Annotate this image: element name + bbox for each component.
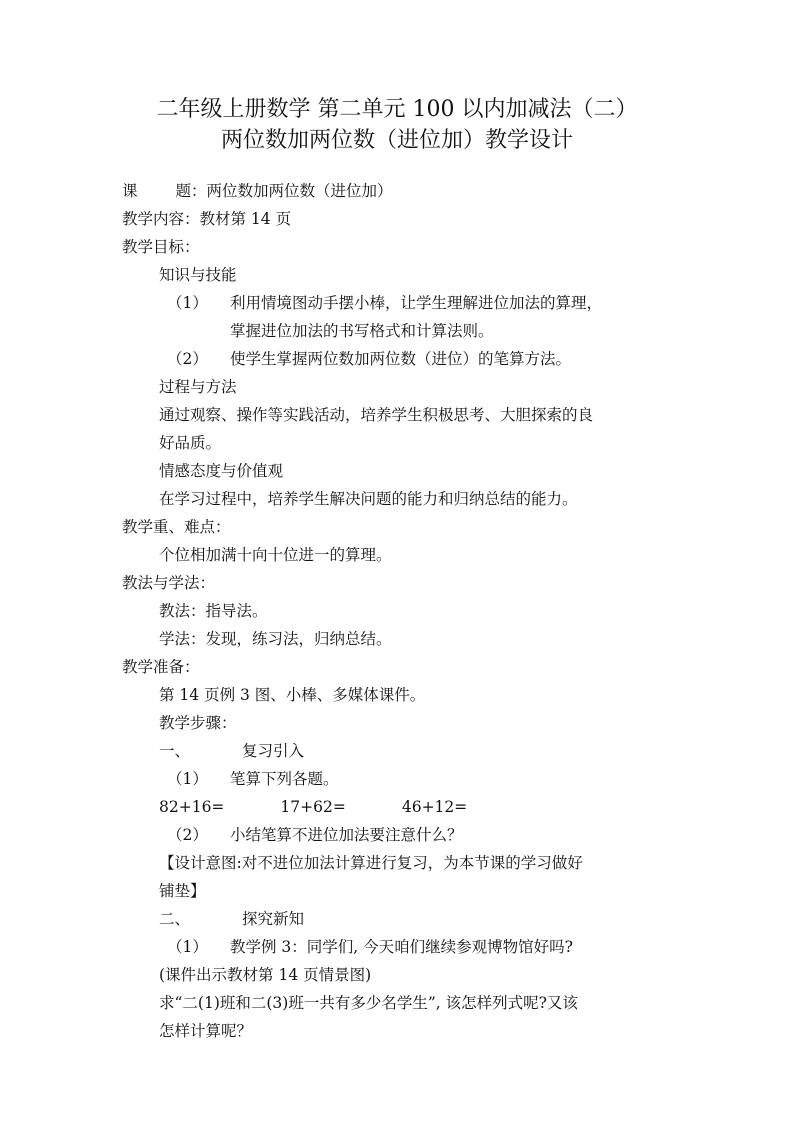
attitude-heading: 情感态度与价值观	[159, 462, 284, 480]
equation-3: 46+12=	[401, 798, 468, 816]
process-heading: 过程与方法	[159, 378, 237, 396]
step2-title: 探究新知	[242, 910, 305, 928]
design-intent-line2: 铺垫】	[159, 882, 206, 900]
attitude-text: 在学习过程中，培养学生解决问题的能力和归纳总结的能力。	[159, 490, 578, 508]
document-title-line2: 两位数加两位数（进位加）教学设计	[220, 128, 573, 153]
s2-note: (课件出示教材第 14 页情景图)	[159, 966, 372, 984]
goal2-number: （2）	[167, 350, 208, 368]
goal1-line2: 掌握进位加法的书写格式和计算法则。	[230, 322, 494, 340]
s1-item2-number: （2）	[167, 826, 208, 844]
goal2-text: 使学生掌握两位数加两位数（进位）的笔算方法。	[230, 350, 572, 368]
step1-title: 复习引入	[242, 742, 305, 760]
s2-item1-text: 教学例 3：同学们, 今天咱们继续参观博物馆好吗?	[230, 938, 573, 956]
goal1-number: （1）	[167, 294, 208, 312]
prep-heading: 教学准备：	[122, 658, 200, 676]
key-text: 个位相加满十向十位进一的算理。	[159, 546, 392, 564]
content-line: 教学内容：教材第 14 页	[122, 210, 292, 228]
learn-method: 学法：发现，练习法，归纳总结。	[159, 630, 392, 648]
goal1-line1: 利用情境图动手摆小棒，让学生理解进位加法的算理，	[230, 294, 603, 312]
step1-number: 一、	[159, 742, 191, 760]
equation-2: 17+62=	[280, 798, 346, 816]
equations-line	[159, 793, 467, 822]
s2-question-line2: 怎样计算呢？	[159, 1022, 253, 1040]
s2-item1-number: （1）	[167, 938, 208, 956]
s1-item1-number: （1）	[167, 770, 208, 788]
topic-line	[122, 177, 393, 206]
prep-text: 第 14 页例 3 图、小棒、多媒体课件。	[159, 686, 426, 704]
step2-line	[159, 905, 304, 934]
key-heading: 教学重、难点：	[122, 518, 231, 536]
topic-label-b: 题：	[175, 182, 207, 200]
topic-value: 两位数加两位数（进位加）	[206, 182, 393, 200]
s1-item2-text: 小结笔算不进位加法要注意什么？	[230, 826, 463, 844]
design-intent-line1: 【设计意图:对不进位加法计算进行复习，为本节课的学习做好	[159, 854, 583, 872]
steps-heading: 教学步骤：	[159, 714, 237, 732]
step2-number: 二、	[159, 910, 191, 928]
s2-question-line1: 求“二(1)班和二(3)班一共有多少名学生”, 该怎样列式呢?又该	[159, 994, 578, 1012]
methods-heading: 教法与学法：	[122, 574, 216, 592]
document-title-line1: 二年级上册数学 第二单元 100 以内加减法（二）	[156, 97, 638, 122]
s1-item1-text: 笔算下列各题。	[230, 770, 339, 788]
equation-1: 82+16=	[159, 798, 225, 816]
topic-label-a: 课	[122, 182, 138, 200]
goals-heading: 教学目标：	[122, 238, 200, 256]
step1-line	[159, 737, 304, 766]
process-line2: 好品质。	[159, 434, 222, 452]
teach-method: 教法：指导法。	[159, 602, 268, 620]
process-line1: 通过观察、操作等实践活动，培养学生积极思考、大胆探索的良	[159, 406, 594, 424]
knowledge-heading: 知识与技能	[159, 266, 237, 284]
